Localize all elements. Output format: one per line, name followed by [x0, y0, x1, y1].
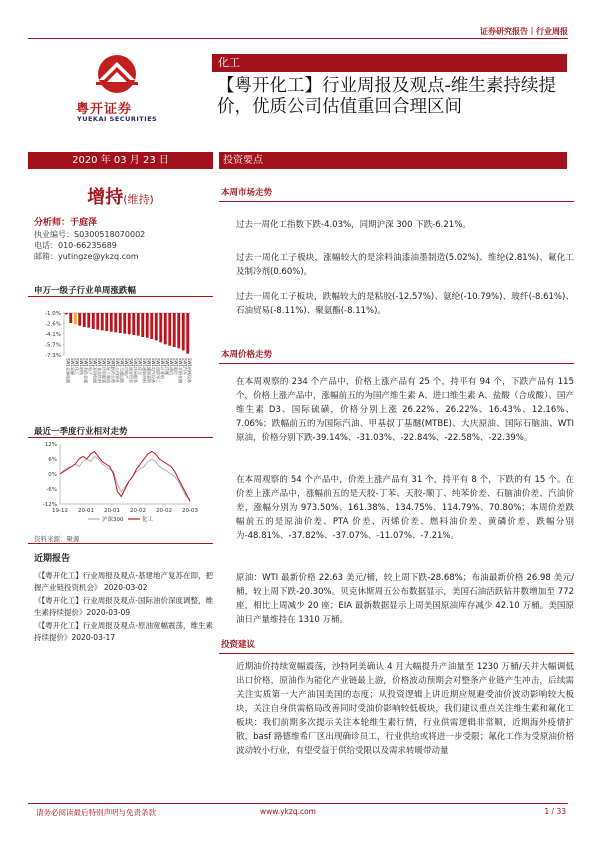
report-type-tag: 证券研究报告｜行业周报: [480, 27, 568, 36]
chart1-rule: [28, 296, 213, 297]
footer-disclaimer[interactable]: 请务必阅读最后特别声明与免责条款: [36, 808, 156, 817]
invest-points-bar: 投资要点: [219, 152, 567, 169]
bar-SW1农林牧渔: [65, 313, 68, 314]
x-tick-label: SW1采掘: [69, 358, 75, 376]
market-section-title: 本周市场走势: [219, 186, 574, 202]
x-tick-label: SW1医药生物: [110, 358, 116, 384]
market-p3: 过去一周化工子板块，跌幅较大的是粘胶(-12.57%)、氨纶(-10.79%)、玻纤(-8.61%)、石油贸易(-8.11%)、聚氨酯(-8.11%)。: [236, 292, 574, 316]
bar-SW1建筑材料: [141, 313, 144, 337]
x-tick-label: SW1交通运输: [119, 358, 125, 384]
bar-SW1电气设备: [150, 313, 153, 339]
y-tick-label: 6%: [48, 457, 57, 463]
x-tick-label: SW1综合: [137, 358, 143, 376]
rating-main: 增持: [87, 187, 124, 208]
recent-reports-list: [34, 570, 214, 645]
legend-label: 化工: [142, 517, 154, 523]
x-tick-label: 20-01: [104, 508, 120, 514]
report-title: 【粤开化工】行业周报及观点-维生素持续提价，优质公司估值重回合理区间: [217, 76, 556, 117]
y-tick-label: -7.3%: [45, 353, 61, 359]
bar-SW1房地产: [123, 313, 126, 334]
chart2-title: 最近一季度行业相对走势: [34, 427, 128, 437]
analyst-name: 于庭泽: [70, 218, 98, 228]
bar-SW1建筑装饰: [146, 313, 149, 338]
bar-SW1医药生物: [110, 313, 113, 332]
analyst-info: [34, 217, 145, 262]
bar-SW1计算机: [159, 313, 162, 342]
x-tick-label: SW1建筑装饰: [146, 358, 152, 384]
recent-report-item[interactable]: 《【粤开化工】行业周报及观点-原油宽幅震荡，维生素持续提价》2020-03-17: [34, 621, 213, 642]
x-tick-label: SW1传媒: [164, 358, 170, 376]
bar-SW1国防军工: [155, 313, 158, 340]
x-tick-label: SW1电子: [87, 358, 93, 376]
x-tick-label: 19-12: [52, 508, 68, 514]
bar-SW1采掘: [69, 313, 72, 323]
x-tick-label: SW1纺织服装: [101, 358, 107, 384]
bar-SW1休闲服务: [132, 313, 135, 335]
price-p1: 在本周观察的 234 个产品中，价格上涨产品有 25 个，持平有 94 个，下跌产品有 115 个，价格上涨产品中，涨幅前五的为国产维生素 A、进口维生素 A、盐酸（合成酸）、国产维生素 D3、国际硫磺，价格分别上涨 26.22%、26.22%、16.43%、12.16%、7.06%；跌幅前五的为国际汽油、甲基叔丁基醚(MTBE)、大庆原油、国际石脑油、WTI 原油，价格分别下跌-39.14%、-31.03%、-22.84%、-22.58%、-22.39%。: [236, 377, 574, 443]
x-tick-label: SW1电气设备: [150, 358, 156, 384]
bar-SW1交通运输: [119, 313, 122, 333]
brand-name-en: YUEKAI SECURITIES: [77, 115, 158, 123]
report-date: 2020 年 03 月 23 日: [28, 152, 213, 169]
footer-website[interactable]: www.ykzq.com: [260, 807, 316, 816]
x-tick-label: SW1计算机: [159, 358, 165, 380]
x-tick-label: SW1有色金属: [83, 358, 89, 384]
y-tick-label: 0%: [48, 472, 57, 478]
bar-SW1电子: [87, 313, 90, 328]
y-tick-label: -4.1%: [45, 332, 61, 338]
legend-label: 沪深300: [102, 517, 124, 523]
market-p1: 过去一周化工指数下跌-4.03%，同期沪深 300 下跌-6.21%。: [236, 220, 471, 230]
price-p2: 在本周观察的 54 个产品中，价差上涨产品有 31 个，持平有 8 个，下跌的有 15 个。在价差上涨产品中，涨幅前五的是天胶-丁苯、天胶-顺丁、纯苯价差、石脑油价差、汽油价差，涨幅分别为 973.50%、161.38%、134.75%、114.79%、70.80%；本周价差跌幅前五的是原油价差、PTA 价差、丙烯价差、燃料油价差、黄磷价差，跌幅分别为-48.81%、-37.82%、-37.07%、-11.07%、-7.21%。: [236, 475, 574, 541]
footer-divider: [28, 803, 568, 804]
y-tick-label: -6%: [46, 487, 57, 493]
x-tick-label: SW1食品饮料: [96, 358, 102, 384]
price-section-title: 本周价格走势: [219, 348, 574, 364]
rating: [28, 183, 213, 209]
bar-SW1汽车: [182, 313, 185, 350]
advice-p1: 近期油价持续宽幅震荡，沙特阿美确认 4 月大幅提升产油量至 1230 万桶/天并大幅调低出口价格，原油作为能化产业链最上游，价格波动预期会对整条产业链产生冲击，后续需关注实质第一大产油国美国的态度；从投资逻辑上讲近期应规避受油价波动影响较大板块，关注自身供需格局改善同时受油价影响较低板块，我们建议重点关注维生素和氟化工板块：我们前期多次提示关注本轮维生素行情，行业供需逻辑非常顺，近期海外疫情扩散，basf 路德维希厂区出现确诊员工，行业供给或将进一步受限；氟化工作为受原油价格波动较小行业，有望受益于供给受限以及需求转暖带动量: [236, 662, 574, 756]
rating-sub: (维持): [123, 193, 154, 206]
x-tick-label: SW1化工: [74, 358, 80, 376]
recent-reports-title: 近期报告: [34, 554, 71, 564]
x-tick-label: SW1家用电器: [92, 358, 98, 384]
recent-report-item[interactable]: 《【粤开化工】行业周报及观点-基建地产复苏在即，把握产业链投资机会》 2020-03-02: [34, 571, 213, 592]
x-tick-label: SW1房地产: [123, 358, 129, 380]
y-tick-label: 12%: [44, 442, 57, 448]
bar-SW1食品饮料: [96, 313, 99, 330]
analyst-license: 执业编号：S0300518070002: [34, 230, 146, 239]
bar-SW1家用电器: [92, 313, 95, 329]
brand-name: 粤开证券: [76, 102, 133, 117]
bar-SW1机械设备: [186, 313, 189, 354]
analyst-label: 分析师：: [34, 218, 71, 228]
x-tick-label: SW1非银金融: [177, 358, 183, 384]
industry-weekly-change-chart: [30, 305, 215, 417]
x-tick-label: SW1钢铁: [78, 358, 84, 376]
x-tick-label: SW1国防军工: [155, 358, 161, 384]
x-tick-label: SW1汽车: [182, 358, 188, 376]
bar-SW1公用事业: [114, 313, 117, 332]
x-tick-label: 20-03: [182, 508, 198, 514]
relative-trend-chart: [30, 440, 215, 530]
analyst-email[interactable]: 邮箱：yutingze@ykzq.com: [34, 252, 139, 261]
x-tick-label: 20-02: [156, 508, 172, 514]
x-tick-label: SW1公用事业: [114, 358, 120, 384]
bar-SW1商业贸易: [128, 313, 131, 334]
x-tick-label: SW1建筑材料: [141, 358, 147, 384]
bar-SW1通信: [168, 313, 171, 346]
series-line-沪深300: [60, 457, 190, 500]
x-tick-label: SW1通信: [168, 358, 174, 376]
bar-SW1银行: [173, 313, 176, 347]
price-p3: 原油：WTI 最新价格 22.63 美元/桶，较上周下跌-28.68%；布油最新价格 26.98 美元/桶，较上周下跌-20.30%。贝克休斯周五公布数据显示，美国石油活跃钻井数增加至 772 座，相比上周减少 20 座；EIA 最新数据显示上周美国原油库存减少 42.10 万桶。美国原油日产量维持在 1310 万桶。: [236, 573, 574, 625]
bar-SW1传媒: [164, 313, 167, 344]
x-tick-label: SW1轻工制造: [105, 358, 111, 384]
y-tick-label: -2.6%: [45, 321, 61, 328]
x-tick-label: SW1休闲服务: [132, 358, 138, 384]
x-tick-label: 20-02: [130, 508, 146, 514]
x-tick-label: SW1农林牧渔: [65, 358, 71, 384]
analyst-phone: 电话：010-66235689: [34, 241, 117, 250]
y-tick-label: -1.0%: [45, 311, 61, 317]
x-tick-label: SW1商业贸易: [128, 358, 134, 384]
bar-SW1钢铁: [78, 313, 81, 326]
bar-SW1非银金融: [177, 313, 180, 348]
bar-SW1化工: [74, 313, 77, 324]
bar-SW1有色金属: [83, 313, 86, 327]
bar-SW1综合: [137, 313, 140, 336]
x-tick-label: SW1机械设备: [186, 358, 192, 384]
x-tick-label: 20-01: [78, 508, 94, 514]
y-tick-label: -5.7%: [45, 342, 61, 349]
x-tick-label: SW1银行: [173, 358, 179, 376]
header-divider: [28, 38, 568, 39]
source-rule: [28, 543, 213, 544]
page-number: 1 / 33: [544, 807, 566, 816]
chart1-title: 申万一级子行业单周涨跌幅: [34, 286, 137, 296]
market-p2: 过去一周化工子板块，涨幅较大的是涂料油漆油墨制造(5.02%)、维纶(2.81%)、氟化工及制冷剂(0.60%)。: [236, 253, 574, 277]
sector-bar: 化工: [212, 54, 567, 72]
bar-SW1纺织服装: [101, 313, 104, 330]
series-line-化工: [60, 452, 190, 502]
chart-source: 资料来源：聚源: [34, 535, 80, 543]
recent-report-item[interactable]: 《【粤开化工】行业周报及观点-国际油价深度调整，维生素持续提价》2020-03-09: [34, 596, 213, 617]
y-tick-label: -12%: [42, 502, 57, 508]
advice-section-title: 投资建议: [219, 638, 574, 654]
chart2-rule: [28, 437, 213, 438]
bar-SW1轻工制造: [105, 313, 108, 331]
